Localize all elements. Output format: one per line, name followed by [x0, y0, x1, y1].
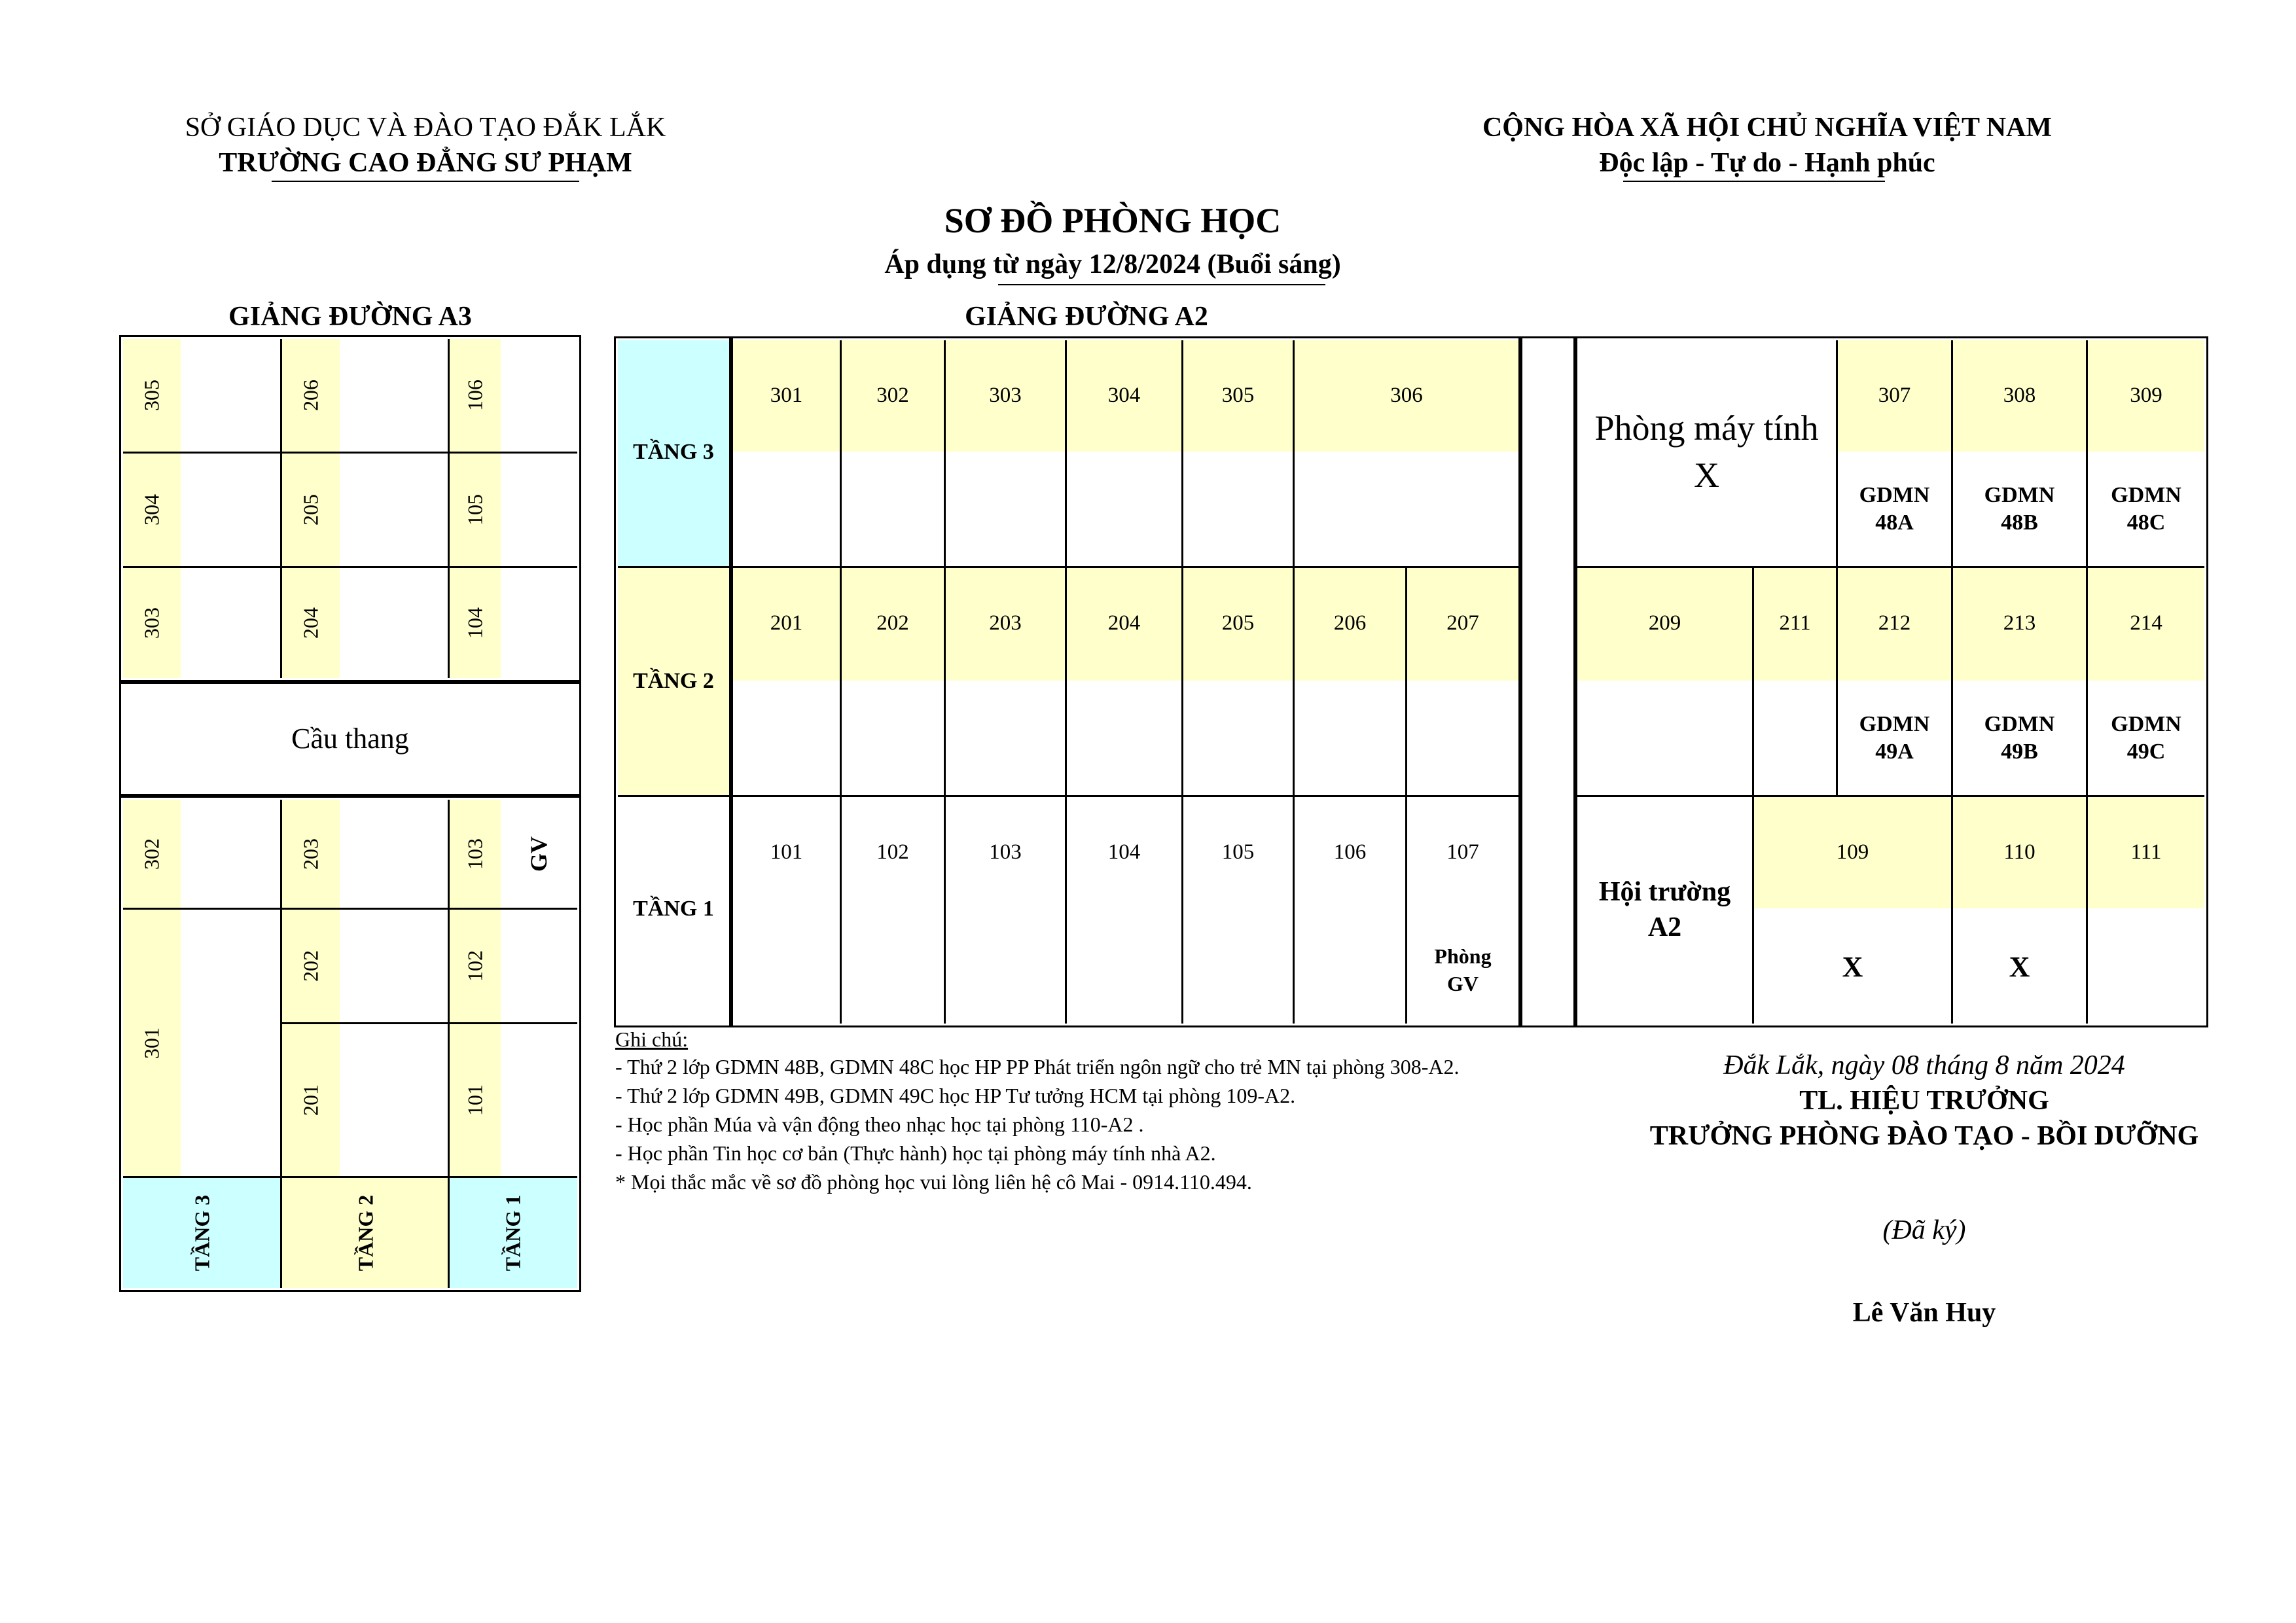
room-number: 201 — [298, 1084, 323, 1116]
a3-title: GIẢNG ĐƯỜNG A3 — [228, 302, 472, 332]
room-number: 203 — [989, 611, 1022, 635]
room-number: 207 — [1446, 611, 1479, 635]
country-name: CỘNG HÒA XÃ HỘI CHỦ NGHĨA VIỆT NAM — [1482, 113, 2053, 143]
floor-label: TẦNG 3 — [190, 1194, 214, 1272]
class-label: GDMN 48B — [1984, 483, 2055, 535]
a2-room-302 — [842, 340, 946, 568]
room-number: 205 — [1221, 611, 1255, 635]
motto-underline — [1623, 181, 1885, 182]
page-title: SƠ ĐỒ PHÒNG HỌC — [944, 201, 1282, 240]
room-mark: X — [1842, 951, 1863, 983]
room-number: 204 — [1107, 611, 1141, 635]
notes-heading: Ghi chú: — [615, 1027, 689, 1051]
sign-role-1: TL. HIỆU TRƯỞNG — [1799, 1086, 2049, 1116]
room-number: 305 — [1221, 383, 1255, 407]
a3-room-201 — [282, 1024, 450, 1178]
a3-room-302 — [123, 800, 282, 910]
dept-name: SỞ GIÁO DỤC VÀ ĐÀO TẠO ĐẮK LẮK — [185, 113, 666, 143]
a3-floor-2 — [282, 1178, 450, 1288]
sign-date: Đắk Lắk, ngày 08 tháng 8 năm 2024 — [1723, 1050, 2125, 1080]
a2-room-213 — [1953, 568, 2088, 797]
room-number: 104 — [1107, 840, 1141, 864]
room-number: 202 — [298, 950, 323, 982]
a3-room-203 — [282, 800, 450, 910]
room-number: 214 — [2130, 611, 2162, 635]
floor-label: TẦNG 3 — [633, 440, 714, 464]
room-number: 304 — [139, 494, 164, 526]
a3-room-202 — [282, 910, 450, 1024]
room-number: 111 — [2130, 840, 2162, 864]
a2-room-107 — [1407, 797, 1518, 1024]
computer-room — [1577, 340, 1838, 568]
a2-room-202 — [842, 568, 946, 797]
room-number: 302 — [876, 383, 909, 407]
a3-room-204 — [282, 568, 450, 678]
page-subtitle: Áp dụng từ ngày 12/8/2024 (Buổi sáng) — [884, 249, 1341, 279]
note-line-2: - Thứ 2 lớp GDMN 49B, GDMN 49C học HP Tư tưởng HCM tại phòng 109-A2. — [615, 1084, 1296, 1107]
a3-room-105 — [450, 454, 577, 568]
a2-corridor — [1518, 336, 1577, 1027]
room-number: 213 — [2003, 611, 2036, 635]
country-motto: Độc lập - Tự do - Hạnh phúc — [1599, 148, 1935, 178]
room-number: 202 — [876, 611, 909, 635]
sign-status: (Đã ký) — [1882, 1215, 1966, 1245]
room-number: 303 — [139, 607, 164, 639]
a3-bottom-grid — [123, 800, 577, 1288]
room-number: 107 — [1446, 840, 1479, 864]
class-label: GDMN 49A — [1859, 712, 1930, 764]
floor-label: TẦNG 2 — [353, 1194, 378, 1272]
a2-room-306 — [1295, 340, 1518, 568]
room-number: 102 — [876, 840, 909, 864]
floor-label: TẦNG 2 — [633, 669, 714, 693]
subtitle-underline — [998, 284, 1325, 285]
room-number: 309 — [2130, 383, 2162, 407]
note-line-4: - Học phần Tin học cơ bản (Thực hành) học tại phòng máy tính nhà A2. — [615, 1141, 1216, 1165]
class-label: GDMN 48A — [1859, 483, 1930, 535]
a3-room-305 — [123, 339, 282, 454]
a2-room-104 — [1067, 797, 1183, 1024]
class-label: GDMN 48C — [2111, 483, 2181, 535]
room-number: 104 — [463, 607, 487, 639]
a2-room-206 — [1295, 568, 1407, 797]
a3-room-101 — [450, 1024, 577, 1178]
room-number: 101 — [463, 1084, 487, 1116]
a2-floor-2 — [618, 568, 729, 797]
room-number: 106 — [463, 380, 487, 411]
room-number: 105 — [463, 494, 487, 526]
a2-room-309 — [2088, 340, 2204, 568]
a3-room-206 — [282, 339, 450, 454]
a2-room-211 — [1754, 568, 1838, 797]
a2-room-212 — [1838, 568, 1953, 797]
room-number: 212 — [1878, 611, 1911, 635]
a3-room-303 — [123, 568, 282, 678]
room-number: 301 — [139, 1027, 164, 1059]
a2-floor-column — [618, 340, 729, 1024]
room-number: 205 — [298, 494, 323, 526]
room-number: 106 — [1333, 840, 1367, 864]
room-number: 204 — [298, 607, 323, 639]
room-number: 103 — [463, 838, 487, 870]
note-line-3: - Học phần Múa và vận động theo nhạc học tại phòng 110-A2 . — [615, 1113, 1144, 1136]
a2-room-207 — [1407, 568, 1518, 797]
a2-room-214 — [2088, 568, 2204, 797]
a2-floor-3 — [618, 340, 729, 568]
a3-floor-3 — [123, 1178, 282, 1288]
room-number: 306 — [1390, 383, 1423, 407]
school-underline — [272, 181, 579, 182]
a2-room-205 — [1183, 568, 1295, 797]
a3-room-103 — [450, 800, 577, 910]
a2-right-wing — [1577, 340, 2204, 1024]
room-number: 201 — [770, 611, 803, 635]
room-number: 206 — [1333, 611, 1367, 635]
a3-top-grid — [123, 339, 577, 678]
room-number: 102 — [463, 950, 487, 982]
a2-room-110 — [1953, 797, 2088, 1024]
a3-stair-box — [119, 682, 581, 796]
room-number: 308 — [2003, 383, 2036, 407]
a3-room-106 — [450, 339, 577, 454]
class-label: GDMN 49C — [2111, 712, 2181, 764]
assembly-hall — [1577, 797, 1754, 1024]
room-number: 307 — [1878, 383, 1911, 407]
a2-room-106 — [1295, 797, 1407, 1024]
a2-room-305 — [1183, 340, 1295, 568]
room-number: 203 — [298, 838, 323, 870]
a2-room-203 — [946, 568, 1067, 797]
a3-room-301 — [123, 910, 282, 1178]
room-number: 302 — [139, 838, 164, 870]
room-number: 301 — [770, 383, 803, 407]
school-name: TRƯỜNG CAO ĐẲNG SƯ PHẠM — [219, 148, 632, 178]
a3-room-205 — [282, 454, 450, 568]
a2-room-201 — [733, 568, 842, 797]
room-number: 101 — [770, 840, 803, 864]
signer-name: Lê Văn Huy — [1852, 1298, 1996, 1328]
a2-room-301 — [733, 340, 842, 568]
note-line-5: * Mọi thắc mắc về sơ đồ phòng học vui lòng liên hệ cô Mai - 0914.110.494. — [615, 1170, 1252, 1194]
a2-room-303 — [946, 340, 1067, 568]
teacher-room-label: Phòng GV — [1434, 944, 1492, 995]
a2-room-102 — [842, 797, 946, 1024]
a2-title: GIẢNG ĐƯỜNG A2 — [965, 302, 1208, 332]
hall-label: Hội trường A2 — [1598, 877, 1731, 942]
a2-room-307 — [1838, 340, 1953, 568]
room-number: 110 — [2003, 840, 2036, 864]
room-number: 103 — [989, 840, 1022, 864]
room-number: 209 — [1648, 611, 1681, 635]
a2-room-304 — [1067, 340, 1183, 568]
gv-label: GV — [526, 836, 552, 872]
a3-room-104 — [450, 568, 577, 678]
a2-room-209 — [1577, 568, 1754, 797]
computer-room-mark: X — [1694, 455, 1719, 495]
room-number: 105 — [1221, 840, 1255, 864]
a2-room-109 — [1754, 797, 1953, 1024]
stair-label: Cầu thang — [291, 722, 409, 755]
sign-role-2: TRƯỞNG PHÒNG ĐÀO TẠO - BỒI DƯỠNG — [1649, 1121, 2199, 1151]
a2-room-103 — [946, 797, 1067, 1024]
a2-room-204 — [1067, 568, 1183, 797]
room-number: 109 — [1836, 840, 1869, 864]
a2-room-308 — [1953, 340, 2088, 568]
a2-floor-1 — [618, 797, 729, 1024]
room-number: 303 — [989, 383, 1022, 407]
room-number: 304 — [1107, 383, 1141, 407]
class-label: GDMN 49B — [1984, 712, 2055, 764]
a2-room-105 — [1183, 797, 1295, 1024]
a2-left-wing — [733, 340, 1518, 1024]
floor-label: TẦNG 1 — [501, 1194, 525, 1272]
a3-floor-1 — [450, 1178, 577, 1288]
room-number: 305 — [139, 380, 164, 411]
room-number: 211 — [1779, 611, 1811, 635]
floor-label: TẦNG 1 — [633, 897, 714, 921]
a2-room-111 — [2088, 797, 2204, 1024]
a2-room-101 — [733, 797, 842, 1024]
a3-room-102 — [450, 910, 577, 1024]
a3-room-304 — [123, 454, 282, 568]
computer-room-label: Phòng máy tính — [1594, 408, 1819, 448]
note-line-1: - Thứ 2 lớp GDMN 48B, GDMN 48C học HP PP Phát triển ngôn ngữ cho trẻ MN tại phòng 308-A2. — [615, 1055, 1460, 1079]
room-number: 206 — [298, 380, 323, 411]
room-mark: X — [2009, 951, 2030, 983]
